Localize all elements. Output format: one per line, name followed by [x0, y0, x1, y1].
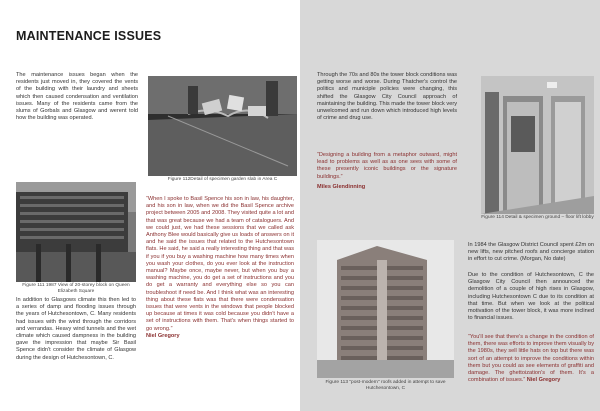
glendinning-quote	[317, 152, 457, 191]
quote-text: “When I spoke to Basil Spence his son in law, his daughter, and his son in law, when we did the Basil Spence archive project between 2005 and 2008. They visited quite a lot and that was great because we had a team of cataloguers. And we could just, we had these sessions that we called ask Anthony Blee would basically give us loads of answers on it and he said the issues that related to the Hutchesontown flats. He said, he said a really interesting thing and that was if you if you buy a washing machine how many times when you wash your clothes, do you ever look at the instruction manual? Maybe once, maybe never, but when you buy a washing machine, you do get a set of instructions and you do get a warranty and everything else so you can troubleshoot if need be. And I think what was an interesting thing about these flats was that there were condensation issues that were vents in the windows that people blocked up because at times it was cold because you didn't have a set of instructions with them. That's when things started to go wrong.”	[146, 196, 294, 332]
lift-lobby-photo	[481, 76, 594, 214]
seventies-paragraph: Through the 70s and 80s the tower block conditions was getting worse and worse. During Thatcher's control the politics and municiple policies were changing, this shifted the Glasgow City Council approach of maintaining the building. This made the tower block very unwelcomed and run down which introduced high levels of crime and drug use.	[317, 72, 457, 122]
climate-paragraph: In addition to Glasgows climate this then led to a series of damp and flooding issues through the years of Hutchesontown, C. Many residents had issues with the wind through the corridors and verrandas. Heavy wind tunnels and the wet climate which caused dampness in the building gave the impression that maybe Sir Basil Spence didn't consider the climate of Glasgow during the design of Hutchesontown, C.	[16, 297, 136, 361]
intro-paragraph: The maintenance issues began when the residents just moved in, they covered the vents of the building with their laundry and sheets which then caused condensation and ventilation issues. Many of the residents came from the slums of Gorbals and Glasgow and werent told how the building was operated.	[16, 72, 138, 122]
gregory-quote	[468, 334, 594, 384]
figure-113-caption: Figure 113 "post-modern" roofs added in attempt to save Hutchesontown, C	[325, 380, 446, 391]
1984-paragraph: In 1984 the Glasgow District Council spent £2m on new lifts, new pitched roofs and concierge station in effort to cut crime. (Morgan, No date)	[468, 242, 594, 263]
quote-text: “Designing a building from a metaphor outward, might lead to problems as well as as one sees with some of these presently iconic buildings or the signature buildings.”	[317, 152, 457, 180]
tower-block-photo	[16, 182, 136, 282]
garden-slab-photo	[148, 76, 297, 176]
quote-author: Miles Glendinning	[317, 183, 366, 190]
quote-text: “You'll see that there's a change in the condition of them, there was efforts to improve them visually by the 1980s, they sell little hats on top but there was sort of an attempt to improve the conditions within them but you could as see elements of graffiti and damage. The ghettoization's of them. It's a combination of issues.”	[468, 334, 594, 384]
quote-author: Niel Gregory	[526, 377, 561, 384]
figure-114-caption: Figure 114 Detail & specimen ground – floor lift lobby	[481, 215, 594, 220]
page-title: MAINTENANCE ISSUES	[16, 29, 162, 43]
figure-111-caption: Figure 111 1987 View of 20-storey block on Queen Elizabeth Square	[22, 283, 130, 294]
figure-112-caption: Figure 112Detail of specimen garden slab in Area C	[167, 177, 278, 182]
quote-author: Niel Gregory	[146, 332, 180, 339]
demolition-paragraph: Due to the condition of Hutchesontown, C the Glasgow City Council then announced the demolition of a couple of high rises in Glasgow, including Hutchesontown C due to its condition at that time. But when we look at the political motivation of the tower block, it was more inclined to financial issues.	[468, 272, 594, 322]
right-page	[300, 0, 600, 411]
spence-archive-quote	[146, 196, 294, 340]
post-modern-roof-photo	[317, 240, 454, 378]
